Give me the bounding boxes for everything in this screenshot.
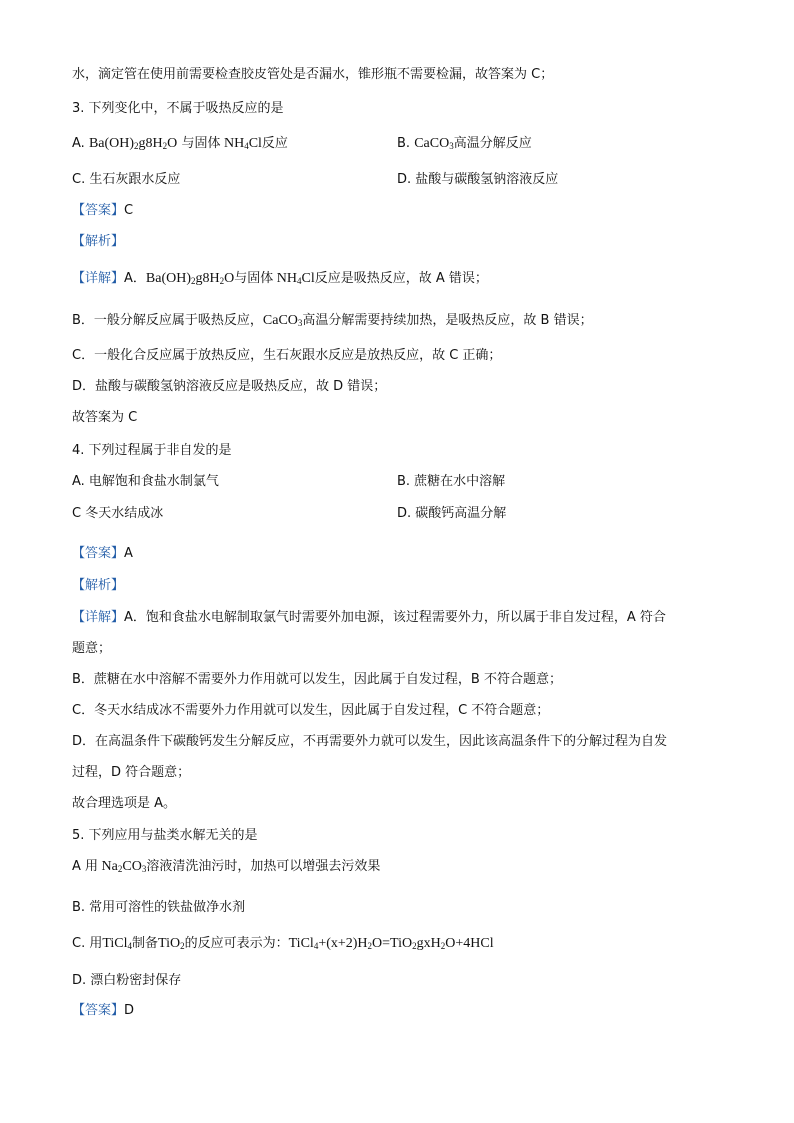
text-line: 水，滴定管在使用前需要检查胶皮管处是否漏水，锥形瓶不需要检漏，故答案为 C；: [72, 67, 554, 82]
q3-detail-2: B．一般分解反应属于吸热反应，CaCO$_3$高温分解需要持续加热，是吸热反应，故 B 错误；: [72, 313, 593, 328]
q3-answer: 【答案】C: [72, 203, 134, 218]
formula-tio2: TiO$_2$: [158, 936, 185, 951]
q5-option-a: A 用 $Na_2CO_3$溶液清洗油污时，加热可以增强去污效果: [72, 859, 381, 874]
q3-detail-4: D．盐酸与碳酸氢钠溶液反应是吸热反应，故 D 错误；: [72, 379, 387, 394]
formula-baoh2-8h2o: $Ba(OH)_2g8H_2O$: [88, 136, 178, 151]
reaction-equation: $TiCl_4+(x+2)H_2O=TiO_2gxH_2O+4HCl$: [288, 936, 494, 951]
q4-detail-3: C．冬天水结成冰不需要外力作用就可以发生，因此属于自发过程，C 不符合题意；: [72, 703, 550, 718]
q4-option-c: C 冬天水结成冰: [72, 506, 164, 521]
formula-ticl4: TiCl$_4$: [102, 936, 133, 951]
option-label: A.: [72, 136, 89, 151]
question-5: 5. 下列应用与盐类水解无关的是: [72, 828, 258, 843]
q4-detail-2: B．蔗糖在水中溶解不需要外力作用就可以发生，因此属于自发过程，B 不符合题意；: [72, 672, 562, 687]
q4-option-d: D. 碳酸钙高温分解: [397, 506, 507, 521]
q4-detail-4b: 过程，D 符合题意；: [72, 765, 191, 780]
formula-na2co3: $Na_2CO_3$: [101, 859, 147, 874]
q5-answer: 【答案】D: [72, 1003, 135, 1018]
q3-option-c: C. 生石灰跟水反应: [72, 172, 181, 187]
question-4: 4. 下列过程属于非自发的是: [72, 443, 232, 458]
question-3: 3. 下列变化中，不属于吸热反应的是: [72, 101, 284, 116]
q4-option-a: A. 电解饱和食盐水制氯气: [72, 474, 219, 489]
q4-detail-1b: 题意；: [72, 641, 112, 656]
q4-option-b: B. 蔗糖在水中溶解: [397, 474, 506, 489]
q4-conclusion: 故合理选项是 A。: [72, 796, 177, 811]
q4-analysis-tag: 【解析】: [72, 578, 125, 593]
q3-analysis-tag: 【解析】: [72, 234, 125, 249]
q4-answer: 【答案】A: [72, 546, 133, 561]
formula-nh4cl: $NH_4Cl$: [223, 136, 262, 151]
q3-option-b: B. CaCO$_3$高温分解反应: [397, 136, 532, 151]
q5-option-d: D. 漂白粉密封保存: [72, 973, 182, 988]
q4-detail-4: D．在高温条件下碳酸钙发生分解反应，不再需要外力就可以发生，因此该高温条件下的分解过程为自发: [72, 734, 668, 749]
q3-option-a: A. $Ba(OH)_2g8H_2O$ 与固体 $NH_4Cl$反应: [72, 136, 288, 151]
q3-option-d: D. 盐酸与碳酸氢钠溶液反应: [397, 172, 559, 187]
q3-detail-1: 【详解】A．$Ba(OH)_2g8H_2O$与固体 $NH_4Cl$反应是吸热反应，故 A 错误；: [72, 271, 488, 286]
q4-detail-1: 【详解】A．饱和食盐水电解制取氯气时需要外加电源，该过程需要外力，所以属于非自发过程，A 符合: [72, 610, 666, 625]
q3-conclusion: 故答案为 C: [72, 410, 138, 425]
q5-option-b: B. 常用可溶性的铁盐做净水剂: [72, 900, 246, 915]
q3-detail-3: C．一般化合反应属于放热反应，生石灰跟水反应是放热反应，故 C 正确；: [72, 348, 502, 363]
q5-option-c: C. 用TiCl$_4$制备TiO$_2$的反应可表示为：$TiCl_4+(x+2)H_2O=TiO_2gxH_2O+4HCl$: [72, 936, 494, 951]
formula-caco3: CaCO$_3$: [414, 136, 454, 151]
